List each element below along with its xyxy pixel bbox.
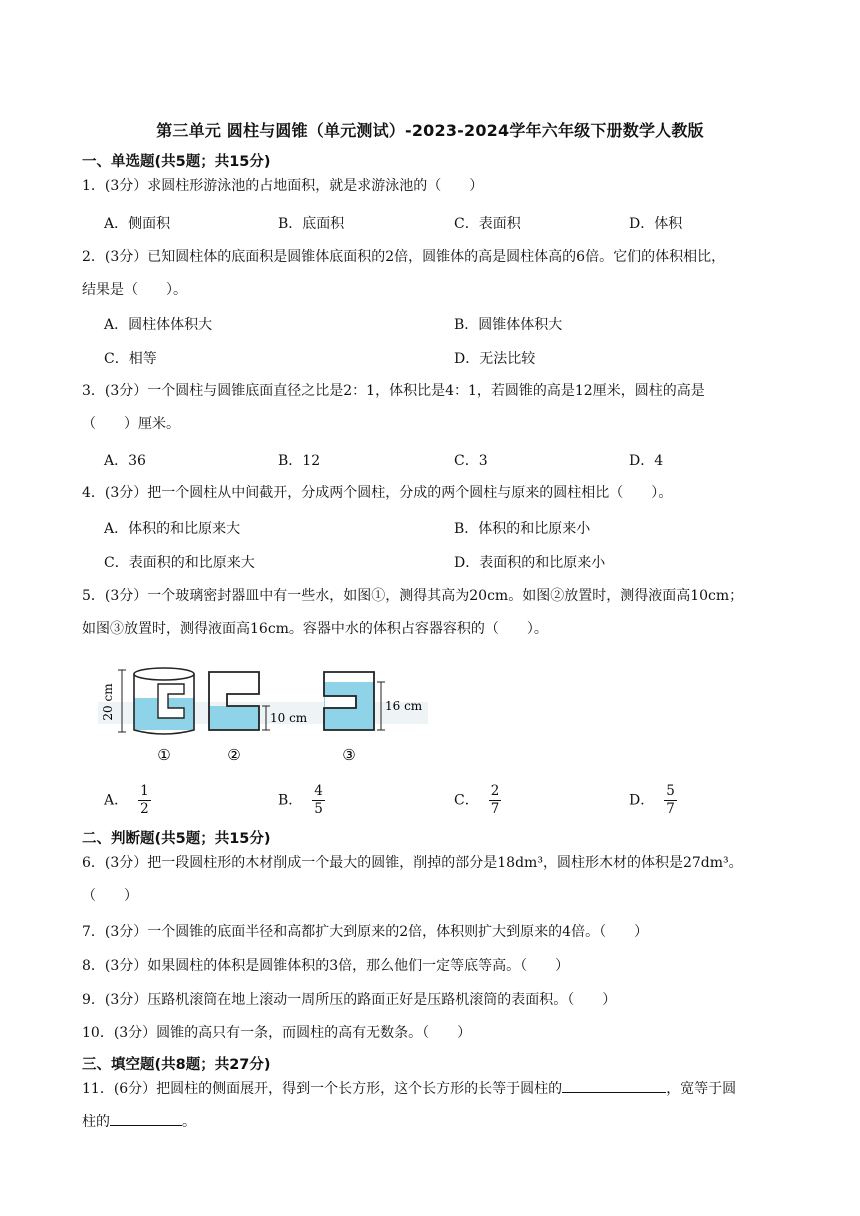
q5-option-c-letter: C． (454, 792, 479, 809)
question-2-line-2: 结果是（ ）。 (82, 282, 187, 298)
figure-2-number: ② (227, 746, 241, 764)
q1-option-b[interactable]: B．底面积 (278, 216, 345, 232)
question-11-line-1 (82, 1073, 802, 1106)
vessel-3-notch (325, 697, 355, 707)
question-1-options (104, 213, 804, 237)
question-11-text-3: 柱的 (82, 1114, 110, 1130)
question-2-options-row-2 (104, 348, 804, 372)
question-11-blank-1[interactable] (562, 1074, 666, 1093)
container-figure (98, 660, 428, 766)
question-11-line-2 (82, 1106, 802, 1139)
q5-option-c-fraction (489, 783, 502, 818)
vessel-2-water (209, 706, 259, 730)
question-10: 10．(3分）圆锥的高只有一条，而圆柱的高有无数条。（ ） (82, 1025, 472, 1041)
q5-option-b-denominator: 5 (314, 801, 323, 817)
q3-option-c[interactable]: C．3 (454, 453, 488, 469)
q5-option-b-letter: B． (278, 792, 303, 809)
question-3-line-1: 3．(3分）一个圆柱与圆锥底面直径之比是2：1，体积比是4：1，若圆锥的高是12厘米，圆柱的高是 (82, 383, 705, 399)
question-3-line-2: （ ）厘米。 (82, 416, 180, 432)
q3-option-a[interactable]: A．36 (104, 453, 146, 469)
q3-option-b[interactable]: B．12 (278, 453, 321, 469)
q3-option-d[interactable]: D．4 (629, 453, 664, 469)
question-8: 8．(3分）如果圆柱的体积是圆锥体积的3倍，那么他们一定等底等高。（ ） (82, 958, 570, 974)
question-11-text-4: 。 (182, 1114, 196, 1130)
q5-option-a-fraction (138, 783, 151, 818)
q5-option-d-fraction (664, 783, 677, 818)
q5-option-c-numerator: 2 (490, 783, 500, 799)
question-3 (82, 375, 802, 441)
q5-option-a[interactable] (104, 783, 151, 818)
q1-option-c[interactable]: C．表面积 (454, 216, 521, 232)
q5-option-c-denominator: 7 (490, 801, 500, 817)
q4-option-a[interactable]: A．体积的和比原来大 (104, 521, 241, 537)
figure-1-number: ① (157, 746, 171, 764)
q5-option-a-denominator: 2 (140, 801, 149, 817)
figure-3-number: ③ (342, 746, 356, 764)
question-11 (82, 1073, 802, 1139)
question-6-line-2: （ ） (82, 888, 138, 904)
question-2 (82, 241, 802, 307)
question-5-line-2: 如图③放置时，测得液面高16cm。容器中水的体积占容器容积的（ ）。 (82, 621, 548, 637)
page-title: 第三单元 圆柱与圆锥（单元测试）-2023-2024学年六年级下册数学人教版 (156, 121, 704, 140)
q5-option-d-letter: D． (629, 792, 655, 809)
question-7: 7．(3分）一个圆锥的底面半径和高都扩大到原来的2倍，体积则扩大到原来的4倍。（ ） (82, 924, 649, 940)
vessel-1-top (134, 668, 194, 680)
q4-option-c[interactable]: C．表面积的和比原来大 (104, 555, 255, 571)
question-4-options-row-2 (104, 552, 804, 576)
vessel-figure-1 (101, 668, 194, 764)
section-heading-fill-blank: 三、填空题(共8题；共27分) (82, 1057, 271, 1073)
label-16cm: 16 cm (385, 699, 423, 713)
question-5 (82, 580, 802, 646)
question-4: 4．(3分）把一个圆柱从中间截开，分成两个圆柱，分成的两个圆柱与原来的圆柱相比（ ）。 (82, 485, 673, 501)
question-1: 1．(3分）求圆柱形游泳池的占地面积，就是求游泳池的（ ） (82, 178, 484, 194)
question-2-line-1: 2．(3分）已知圆柱体的底面积是圆锥体底面积的2倍，圆锥体的高是圆柱体高的6倍。它们的体积相比， (82, 249, 726, 265)
section-heading-single-choice: 一、单选题(共5题；共15分) (82, 154, 271, 170)
question-11-text-1: 11．(6分）把圆柱的侧面展开，得到一个长方形，这个长方形的长等于圆柱的 (82, 1081, 563, 1097)
q5-option-b-fraction (312, 783, 325, 818)
question-2-options-row-1 (104, 314, 804, 338)
q5-option-c[interactable] (454, 783, 501, 818)
q5-option-a-letter: A． (104, 792, 129, 809)
question-9: 9．(3分）压路机滚筒在地上滚动一周所压的路面正好是压路机滚筒的表面积。（ ） (82, 992, 617, 1008)
q2-option-b[interactable]: B．圆锥体体积大 (454, 317, 563, 333)
q5-option-d[interactable] (629, 783, 677, 818)
q4-option-b[interactable]: B．体积的和比原来小 (454, 521, 591, 537)
q2-option-d[interactable]: D．无法比较 (454, 351, 536, 367)
q1-option-a[interactable]: A．侧面积 (104, 216, 171, 232)
section-heading-true-false: 二、判断题(共5题；共15分) (82, 831, 271, 847)
question-5-line-1: 5．(3分）一个玻璃密封器皿中有一些水，如图①，测得其高为20cm。如图②放置时，测得液面高10cm； (82, 588, 744, 604)
vessel-figure-2 (209, 672, 308, 764)
q5-option-b[interactable] (278, 783, 325, 818)
label-20cm: 20 cm (101, 683, 115, 721)
q2-option-c[interactable]: C．相等 (104, 351, 157, 367)
q4-option-d[interactable]: D．表面积的和比原来小 (454, 555, 606, 571)
question-6-line-1: 6．(3分）把一段圆柱形的木材削成一个最大的圆锥，削掉的部分是18dm³，圆柱形木材的体积是27dm³。 (82, 855, 743, 871)
q5-option-a-numerator: 1 (140, 783, 149, 799)
q2-option-a[interactable]: A．圆柱体体积大 (104, 317, 213, 333)
question-3-options (104, 450, 804, 474)
question-5-options (104, 783, 804, 823)
label-10cm: 10 cm (270, 711, 308, 725)
question-11-blank-2[interactable] (110, 1107, 182, 1126)
q1-option-d[interactable]: D．体积 (629, 216, 683, 232)
question-11-text-2: ，宽等于圆 (666, 1081, 737, 1097)
q5-option-d-denominator: 7 (666, 801, 675, 817)
question-6 (82, 847, 802, 913)
q5-option-b-numerator: 4 (314, 783, 323, 799)
question-4-options-row-1 (104, 518, 804, 542)
q5-option-d-numerator: 5 (666, 783, 675, 799)
